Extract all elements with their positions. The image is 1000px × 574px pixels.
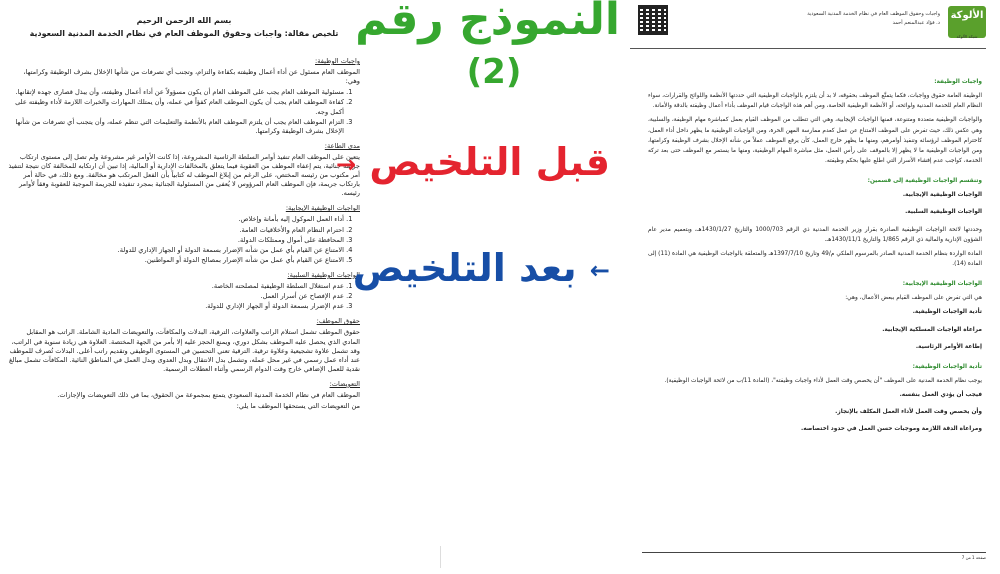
sub-text: يوجب نظام الخدمة المدنية على الموظف "أن يخصص وقت العمل لأداء واجبات وظيفته"، (المادة 11/ب من لائحة الواجبات الوظيفية). xyxy=(664,377,982,384)
list-item: 3. التزام الموظف العام يجب أن يلتزم الموظف العام بالأنظمة والتعليمات التي تنظم عمله، وأن يتجنب أي تصرفات من شأنها الإخلال بشرف الوظيفة وكرامتها. xyxy=(8,118,344,136)
list-item: الواجبات الوظيفية الإيجابية. xyxy=(902,192,982,199)
list-item: وأن يخصص وقت العمل لأداء العمل المكلف بالإنجاز. xyxy=(835,409,982,416)
section-text: الوظيفة العامة حقوق وواجبات، فكما يتمتَّع الموظف بحقوقه، لا بد أن يلتزم بالواجبات الوظيفية التي حددتها الأنظمة واللوائح والقرارات، سواء النظام العام للخدمة المدنية ولوائحه، أو الأنظمة الوظيفية الخاصة، ومن أهم هذه الواجبات قيام الموظف بأداء أعمال وظيفته بالدقة والأمانة. xyxy=(648,93,982,110)
logo-subtitle: شبكة الألوكة xyxy=(956,34,978,39)
bismillah: بسم الله الرحمن الرحيم xyxy=(136,16,232,25)
duties-intro: الموظف العام مسئول عن أداء أعمال وظيفته بكفاءة والتزام، وتجنب أي تصرفات من شأنها الإخلال بشرف الوظيفة وكرامتها، وهي: xyxy=(23,68,360,86)
header-title: واجبات وحقوق الموظف العام في نظام الخدمة المدنية السعودية xyxy=(807,11,940,17)
sub-heading: تأدية الواجبات الوظيفية: xyxy=(912,363,982,370)
list-item: إطاعة الأوامر الرئاسية. xyxy=(915,343,982,350)
list-item: 3. المحافظة على أموال وممتلكات الدولة. xyxy=(8,236,344,245)
compensation-text: الموظف العام في نظام الخدمة المدنية السعودي يتمتع بمجموعة من الحقوق، بما في ذلك التعويضات والإجازات. xyxy=(57,390,360,399)
list-item: 2. احترام النظام العام والأخلاقيات العامة. xyxy=(8,226,344,235)
list-item: تأدية الواجبات الوظيفية. xyxy=(912,309,982,316)
list-item: ومراعاة الدقة اللازمة وموجبات حسن العمل في حدود اختصاصه. xyxy=(801,426,982,433)
divider xyxy=(440,546,441,568)
list-item: 3. عدم الإضرار بسمعة الدولة أو الجهاز الإداري للدولة. xyxy=(8,302,344,311)
after-summary-label xyxy=(352,246,610,290)
obedience-heading: مدى الطاعة: xyxy=(324,141,360,150)
page-footer: صفحة 1 من 7 xyxy=(642,552,986,561)
list-item: 2. كفاءة الموظف العام يجب أن يكون الموظف العام كفؤاً في عمله، وأن يمتلك المهارات والخبرات اللازمة لأداء وظيفته على أكمل وجه. xyxy=(8,98,344,116)
before-label-text: قبل التلخيص xyxy=(369,140,610,184)
model-number: (2) xyxy=(466,52,522,92)
positive-duties-heading: الواجبات الوظيفية الإيجابية: xyxy=(285,204,360,213)
list-item: الواجبات الوظيفية السلبية. xyxy=(905,209,982,216)
list-item: 1. أداء العمل الموكول إليه بأمانة وإخلاص. xyxy=(8,215,344,224)
rights-text: حقوق الموظف تشمل استلام الراتب والعلاوات، الترقية، البدلات والمكافآت، والتعويضات المادية الشاملة. الراتب هو المقابل المادي الذي يحصل عليه الموظف بشكل دوري، ويمنع الحجز عليه إلا بأمر من الجهة المختصة. العلاوة هي زيادة سنوية في الراتب، وقد تشمل علاوة تشجيعية وعلاوة ترقية. الترقية تعني التحسين في المستوى الوظيفي وتقديم راتب أعلى. البدلات تُصرف للموظف عند أداء عمل رسمي في غير محل عمله، وتشمل بدل الانتقال وبدل العدوى وبدل العمل في المناطق النائية. المكافآت تشمل مبالغ نقدية للعمل الإضافي خارج وقت الدوام الرسمي وأثناء العطلات الرسمية. xyxy=(9,328,360,373)
qr-code-icon xyxy=(638,5,668,35)
compensation-more: من التعويضات التي يستحقها الموظف ما يلي: xyxy=(236,402,360,411)
header-text xyxy=(700,10,940,27)
arrow-left-icon: ← xyxy=(589,256,610,285)
positive-heading: الواجبات الوظيفية الإيجابية: xyxy=(902,281,982,288)
summary-document xyxy=(8,12,360,567)
document-header xyxy=(630,0,986,49)
obedience-text: يتعين على الموظف العام تنفيذ أوامر السلطة الرئاسية المشروعة، إذا كانت الأوامر غير مشروعة ولم تصل إلى مستوى ارتكاب جريمة جنائية، يتم إعفاء الموظف من العقوبة فيما يتعلق بالمخالفات الإدارية أو المالية، إذا تبين أن ارتكابه للمخالفة كان نتيجة لتنفيذ أمر مكتوب من رئيسه المختص، على الرغم من إبلاغ الموظف له كتابياً بأن الفعل المرتكب هو مخالفة. ومع ذلك، في حالة أمر بارتكاب جريمة، فإن الموظف العام المرؤوس لا يُعفى من المسئولية الجنائية بمجرد تنفيذه للجريمة الموجبة للعقوبة وفقاً لأوامر رئيسه. xyxy=(8,152,360,198)
section-heading: وتنقسم الواجبات الوظيفية إلى قسمين: xyxy=(867,178,982,185)
original-document xyxy=(622,0,994,574)
summary-title: تلخيص مقالة: واجبات وحقوق الموظف العام في نظام الخدمة المدنية السعودية xyxy=(29,29,339,39)
after-label-text: بعد التلخيص xyxy=(352,246,577,290)
list-item: وحددتها لائحة الواجبات الوظيفية الصادرة بقرار وزير الخدمة المدنية ذي الرقم 1000/703 والتاريخ 1430/1/27هـ، وبتعميم مدير عام الشؤون الإدارية والمالية ذي الرقم 1/865 والتاريخ 1430/11/1هـ. xyxy=(648,226,982,243)
duties-heading: واجبات الوظيفة: xyxy=(315,57,360,66)
positive-duties-list xyxy=(8,215,360,264)
compensation-heading: التعويضات: xyxy=(329,379,360,388)
list-item: فيجب أن يؤدي العمل بنفسه. xyxy=(899,392,982,399)
list-item: مراعاة الواجبات المسلكية الإيجابية. xyxy=(882,326,982,333)
positive-intro: هي التي تفرض على الموظف القيام ببعض الأعمال، وهي: xyxy=(845,295,982,302)
arrow-right-icon: → xyxy=(336,150,357,179)
negative-duties-list xyxy=(8,282,360,311)
list-item: 1. عدم استغلال السلطة الوظيفية لمصلحته الخاصة. xyxy=(8,282,344,291)
alukah-logo: الألوكة xyxy=(948,6,986,38)
list-item: 4. الامتناع عن القيام بأي عمل من شأنه الإضرار بسمعة الدولة أو الجهاز الإداري للدولة. xyxy=(8,246,344,255)
section-heading: واجبات الوظيفة: xyxy=(934,79,982,85)
list-item: 2. عدم الإفصاح عن أسرار العمل. xyxy=(8,292,344,301)
list-item: 1. مسئولية الموظف العام يجب على الموظف العام أن يكون مسؤولاً عن أداء أعمال وظيفته، وأن يبذل قصارى جهده لإتقانها. xyxy=(8,88,344,97)
list-item: المادة الواردة بنظام الخدمة المدنية الصادر بالمرسوم الملكي م/49 وتاريخ 1397/7/10هـ والمتعلقة بالواجبات الوظيفية هي المادة (11) إلى المادة (14). xyxy=(648,250,982,267)
model-title: النموذج رقم xyxy=(355,0,620,45)
list-item: 5. الامتناع عن القيام بأي عمل من شأنه الإضرار بمصالح الدولة أو المواطنين. xyxy=(8,256,344,265)
rights-heading: حقوق الموظف: xyxy=(316,317,360,326)
negative-duties-heading: الواجبات الوظيفية السلبية: xyxy=(287,270,360,279)
duties-list xyxy=(8,88,360,135)
header-author: د. فؤاد عبدالمنعم أحمد xyxy=(892,19,940,26)
document-body xyxy=(622,49,994,435)
section-text: والواجبات الوظيفية متعددة ومتنوعة، فمنها الواجبات الإيجابية، وهي التي تتطلب من الموظف القيام بعمل كمباشرة مهام الوظيفة، والسلبية، وهي عكس ذلك، حيث تفرض على الموظف الامتناع عن عمل كعدم ممارسة المهن الحرة، ومن الواجبات الوظيفية ما يظهر داخل أداء العمل، كاحترام الموظف لرؤسائه وتنفيذ أوامرهم، ومنها ما يظهر خارج العمل، كأن يرفع الموظف عملاً من شأنه الإخلال بشرف الوظيفة وكرامتها، ومن الواجبات الوظيفية ما لا يظهر إلا بالموقف على رأس العمل، مثل مباشرة المهام الوظيفية، ومنها ما يستمر مع الموظف حتى بعد تركه الخدمة، كواجب عدم إفشاء الأسرار التي اطلع عليها بحكم وظيفته. xyxy=(648,117,982,164)
